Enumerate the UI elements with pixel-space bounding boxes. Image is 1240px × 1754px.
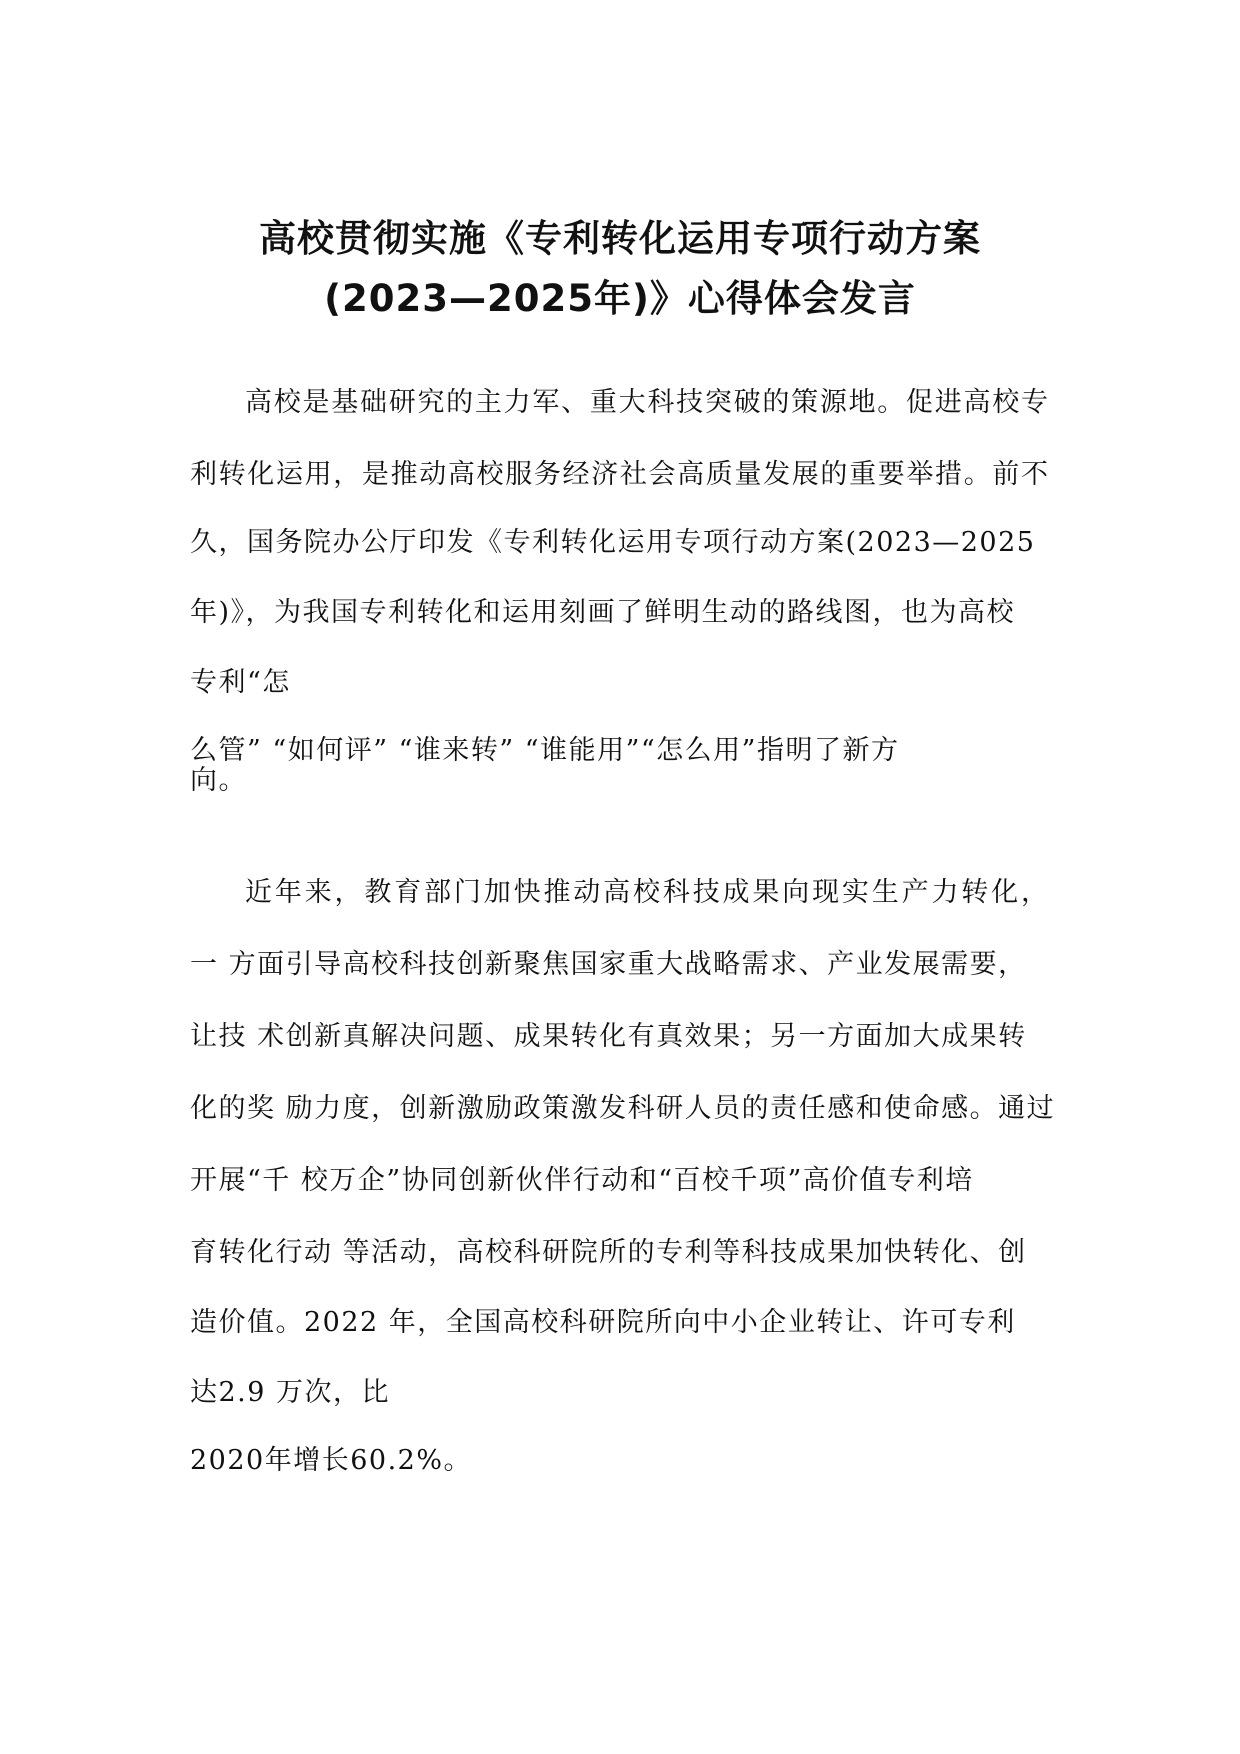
document-title-line-2: (2023—2025年)》心得体会发言 xyxy=(324,277,916,320)
paragraph-1-line: 利转化运用，是推动高校服务经济社会高质量发展的重要举措。前不 xyxy=(190,459,1048,490)
paragraph-2-line: 达2.9 万次，比 xyxy=(190,1377,391,1408)
paragraph-2-line: 近年来，教育部门加快推动高校科技成果向现实生产力转化， xyxy=(245,877,1048,908)
paragraph-2-line: 让技 术创新真解决问题、成果转化有真效果；另一方面加大成果转 xyxy=(190,1021,1027,1052)
paragraph-2-line: 化的奖 励力度，创新激励政策激发科研人员的责任感和使命感。通过 xyxy=(190,1093,1056,1124)
paragraph-1-line: 久，国务院办公厅印发《专利转化运用专项行动方案(2023—2025 xyxy=(190,527,1036,558)
paragraph-2-line: 开展“千 校万企”协同创新伙伴行动和“百校千项”高价值专利培 xyxy=(190,1165,974,1196)
paragraph-1-line: 高校是基础研究的主力军、重大科技突破的策源地。促进高校专 xyxy=(245,387,1048,418)
paragraph-2-line: 2020年增长60.2%。 xyxy=(190,1445,472,1476)
paragraph-2-line: 一 方面引导高校科技创新聚焦国家重大战略需求、产业发展需要， xyxy=(190,949,1027,980)
paragraph-1-line: 向。 xyxy=(190,765,247,796)
document-title-line-1: 高校贯彻实施《专利转化运用专项行动方案 xyxy=(259,217,981,260)
paragraph-2-line: 育转化行动 等活动，高校科研院所的专利等科技成果加快转化、创 xyxy=(190,1237,1027,1268)
paragraph-1-line: 么管” “如何评” “谁来转” “谁能用”“怎么用”指明了新方 xyxy=(190,735,900,766)
paragraph-1-line: 年)》，为我国专利转化和运用刻画了鲜明生动的路线图，也为高校 xyxy=(190,597,1016,628)
paragraph-2-line: 造价值。2022 年，全国高校科研院所向中小企业转让、许可专利 xyxy=(190,1307,1016,1338)
paragraph-1-line: 专利“怎 xyxy=(190,667,291,698)
